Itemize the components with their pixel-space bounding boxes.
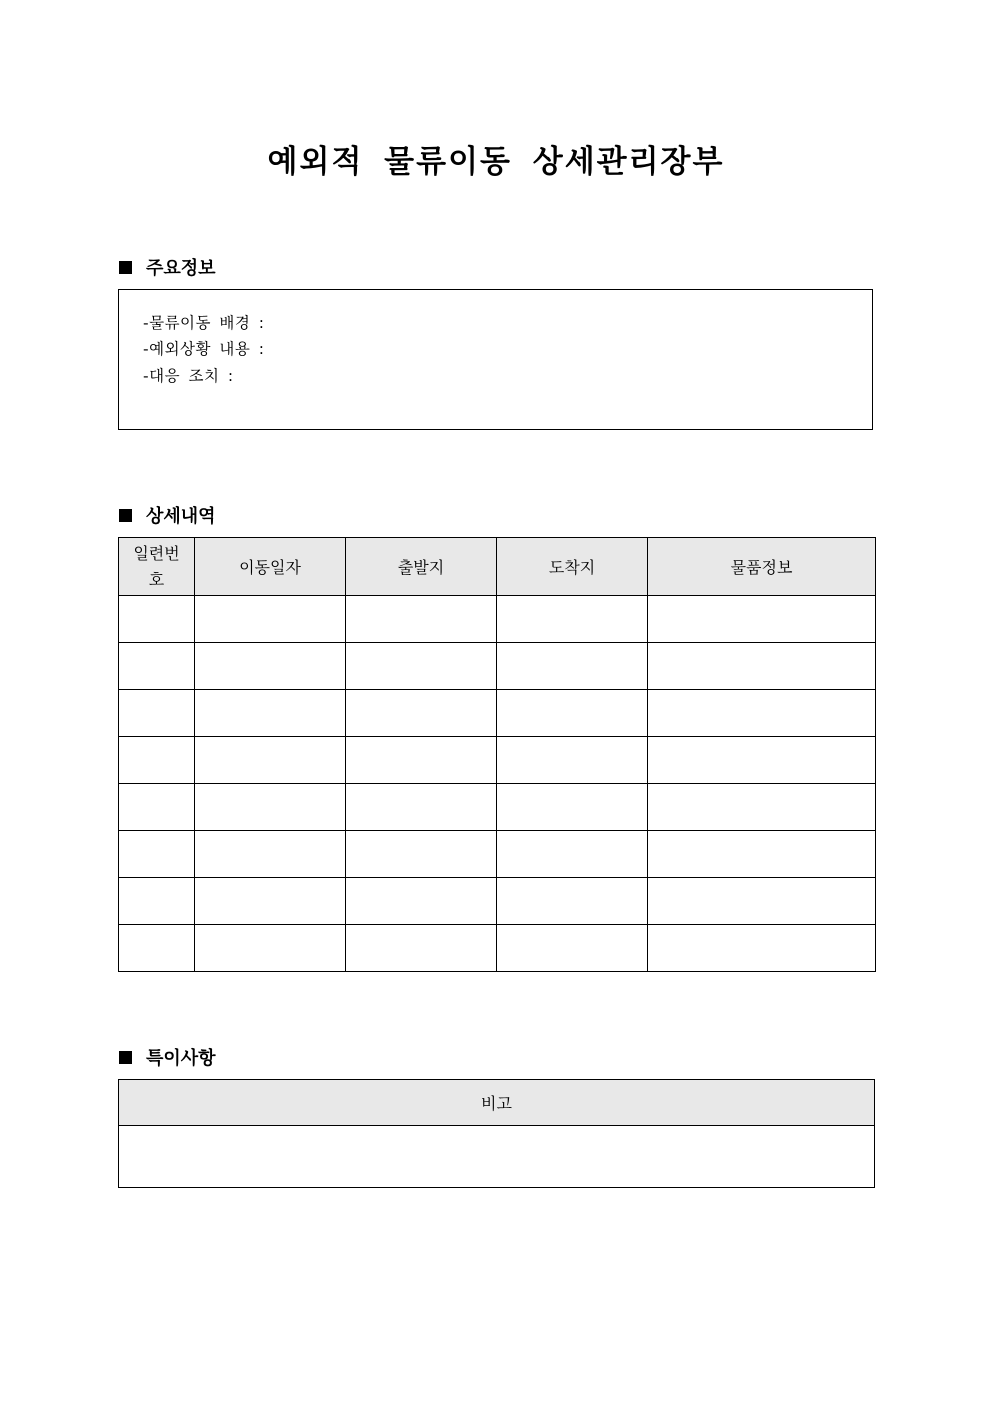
table-row bbox=[119, 643, 876, 690]
document-title: 예외적 물류이동 상세관리장부 bbox=[267, 144, 725, 180]
info-line-exception: -예외상황 내용 : bbox=[143, 340, 265, 358]
section-heading-details bbox=[119, 502, 216, 528]
table-cell[interactable] bbox=[497, 643, 648, 690]
remarks-cell[interactable] bbox=[119, 1126, 875, 1188]
table-cell[interactable] bbox=[648, 596, 876, 643]
table-cell[interactable] bbox=[119, 925, 195, 972]
info-line-response: -대응 조치 : bbox=[143, 367, 234, 385]
table-cell[interactable] bbox=[195, 596, 346, 643]
table-cell[interactable] bbox=[648, 690, 876, 737]
column-header-origin: 출발지 bbox=[346, 538, 497, 596]
remarks-table bbox=[118, 1079, 875, 1188]
square-bullet-icon bbox=[119, 1051, 132, 1064]
table-cell[interactable] bbox=[648, 737, 876, 784]
table-cell[interactable] bbox=[195, 878, 346, 925]
table-row bbox=[119, 596, 876, 643]
table-cell[interactable] bbox=[497, 878, 648, 925]
square-bullet-icon bbox=[119, 261, 132, 274]
table-row bbox=[119, 878, 876, 925]
column-header-serial bbox=[119, 538, 195, 596]
table-cell[interactable] bbox=[497, 784, 648, 831]
table-cell[interactable] bbox=[346, 831, 497, 878]
table-cell[interactable] bbox=[648, 831, 876, 878]
details-table bbox=[118, 537, 876, 972]
table-cell[interactable] bbox=[497, 596, 648, 643]
table-cell[interactable] bbox=[119, 831, 195, 878]
table-row bbox=[119, 690, 876, 737]
table-cell[interactable] bbox=[346, 643, 497, 690]
table-cell[interactable] bbox=[346, 690, 497, 737]
table-cell[interactable] bbox=[119, 878, 195, 925]
table-cell[interactable] bbox=[119, 737, 195, 784]
table-cell[interactable] bbox=[195, 690, 346, 737]
table-row bbox=[119, 925, 876, 972]
column-header-item-info: 물품정보 bbox=[648, 538, 876, 596]
table-cell[interactable] bbox=[497, 831, 648, 878]
table-cell[interactable] bbox=[119, 784, 195, 831]
table-cell[interactable] bbox=[648, 878, 876, 925]
table-cell[interactable] bbox=[346, 784, 497, 831]
column-header-date: 이동일자 bbox=[195, 538, 346, 596]
table-cell[interactable] bbox=[346, 925, 497, 972]
table-cell[interactable] bbox=[648, 784, 876, 831]
column-header-label: 일련번호 bbox=[133, 543, 180, 589]
table-row bbox=[119, 784, 876, 831]
info-line-background: -물류이동 배경 : bbox=[143, 314, 265, 332]
column-header-destination: 도착지 bbox=[497, 538, 648, 596]
table-cell[interactable] bbox=[648, 925, 876, 972]
table-cell[interactable] bbox=[346, 737, 497, 784]
table-cell[interactable] bbox=[195, 925, 346, 972]
table-cell[interactable] bbox=[119, 690, 195, 737]
table-cell[interactable] bbox=[497, 925, 648, 972]
table-cell[interactable] bbox=[648, 643, 876, 690]
table-cell[interactable] bbox=[195, 784, 346, 831]
table-row bbox=[119, 737, 876, 784]
table-cell[interactable] bbox=[119, 596, 195, 643]
column-header-remarks: 비고 bbox=[119, 1080, 875, 1126]
table-cell[interactable] bbox=[497, 737, 648, 784]
table-cell[interactable] bbox=[346, 878, 497, 925]
table-header-row bbox=[119, 1080, 875, 1126]
table-cell[interactable] bbox=[195, 643, 346, 690]
table-cell[interactable] bbox=[346, 596, 497, 643]
section-heading-label: 특이사항 bbox=[146, 1048, 216, 1069]
section-heading-remarks bbox=[119, 1044, 216, 1070]
section-heading-label: 상세내역 bbox=[146, 506, 216, 527]
table-cell[interactable] bbox=[497, 690, 648, 737]
table-row bbox=[119, 1126, 875, 1188]
square-bullet-icon bbox=[119, 509, 132, 522]
main-info-box[interactable] bbox=[118, 289, 873, 430]
section-heading-main-info bbox=[119, 254, 216, 280]
section-heading-label: 주요정보 bbox=[146, 258, 216, 279]
table-header-row bbox=[119, 538, 876, 596]
table-row bbox=[119, 831, 876, 878]
table-cell[interactable] bbox=[119, 643, 195, 690]
table-cell[interactable] bbox=[195, 737, 346, 784]
table-cell[interactable] bbox=[195, 831, 346, 878]
